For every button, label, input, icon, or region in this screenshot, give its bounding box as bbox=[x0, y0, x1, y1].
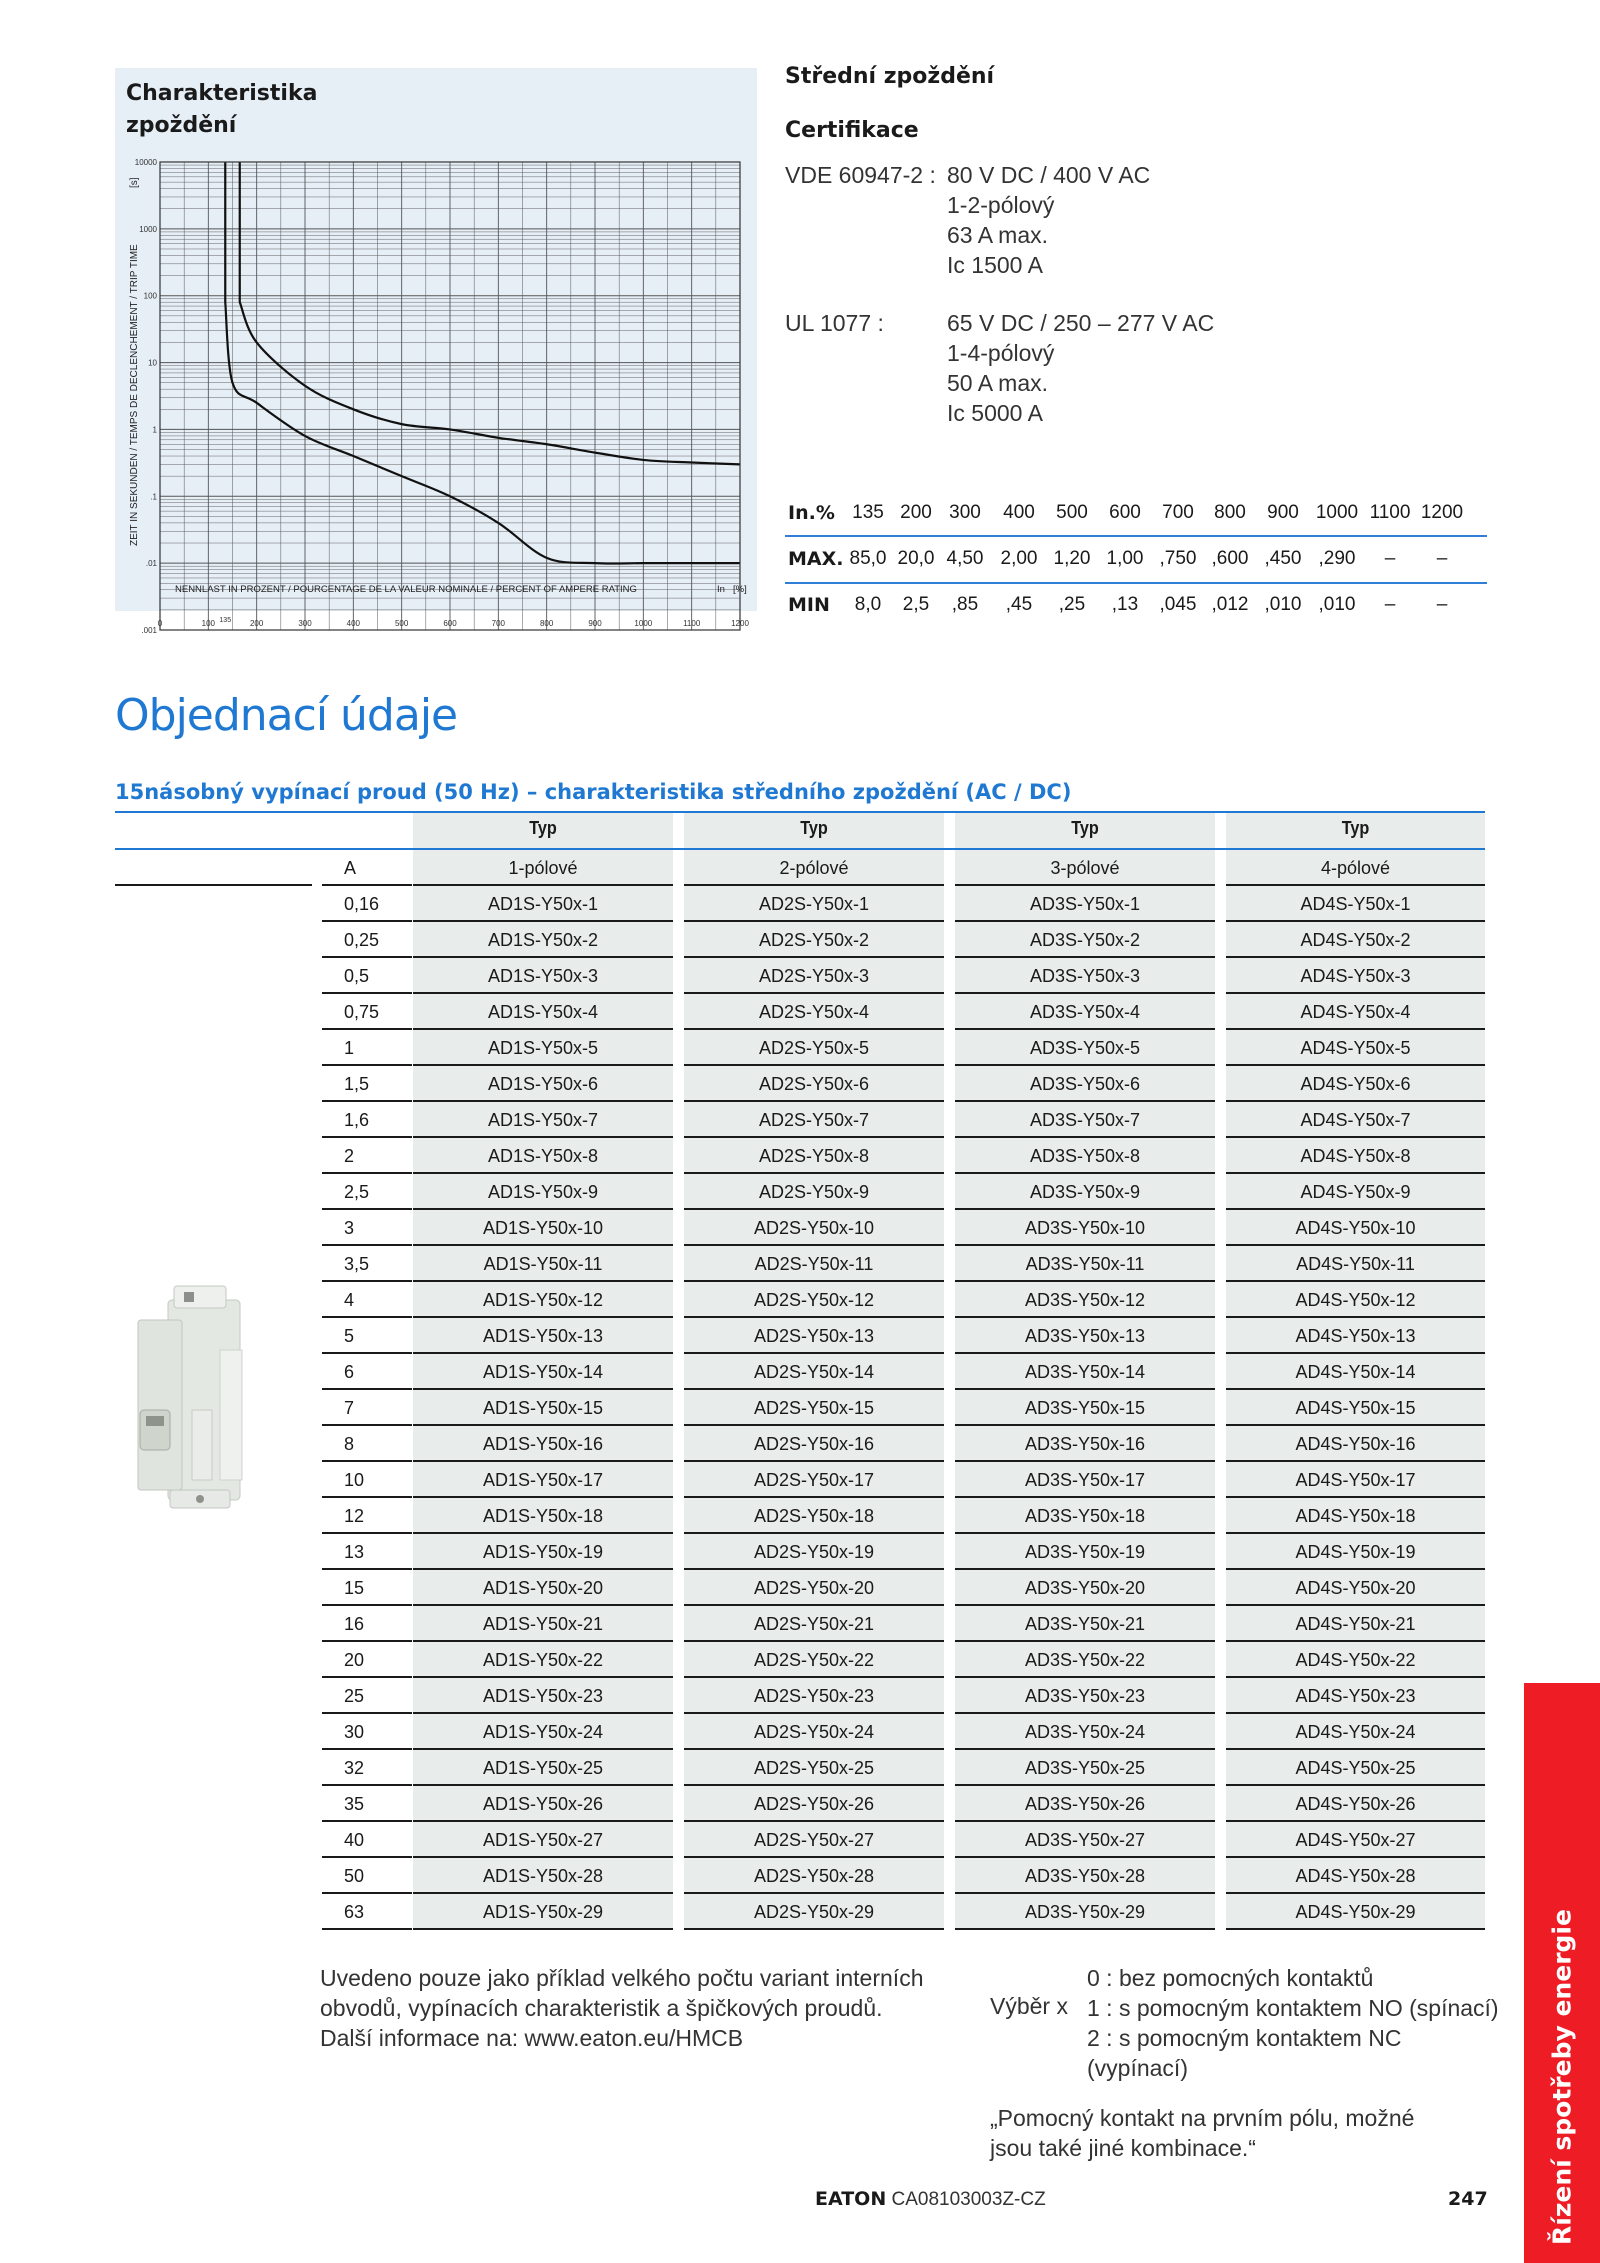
amp-cell: 0,16 bbox=[344, 894, 380, 914]
y-tick-label: 10000 bbox=[134, 158, 157, 167]
type-cell: AD4S-Y50x-21 bbox=[1295, 1614, 1416, 1634]
trip-row-label: MAX. bbox=[788, 548, 844, 570]
type-cell: AD2S-Y50x-17 bbox=[753, 1470, 875, 1490]
amp-cell: 3,5 bbox=[344, 1254, 370, 1274]
type-cell: AD3S-Y50x-25 bbox=[1024, 1758, 1146, 1778]
amp-cell: 0,5 bbox=[344, 966, 370, 986]
type-cell: AD3S-Y50x-9 bbox=[1029, 1182, 1141, 1202]
type-cell: AD2S-Y50x-27 bbox=[753, 1830, 875, 1850]
type-cell: AD2S-Y50x-19 bbox=[753, 1542, 875, 1562]
type-cell: AD1S-Y50x-16 bbox=[482, 1434, 604, 1454]
type-cell: AD3S-Y50x-8 bbox=[1029, 1146, 1141, 1166]
amp-cell: 35 bbox=[344, 1794, 365, 1814]
row-rule bbox=[322, 1928, 412, 1930]
amp-cell: 63 bbox=[344, 1902, 365, 1922]
chart-plot bbox=[115, 68, 757, 635]
x-tick-label: 135 bbox=[219, 617, 232, 624]
type-cell: AD2S-Y50x-14 bbox=[753, 1362, 875, 1382]
trip-cell: ,010 bbox=[1264, 594, 1302, 615]
trip-cell: 20,0 bbox=[897, 548, 935, 569]
trip-cell: 1200 bbox=[1420, 502, 1464, 523]
x-axis-label: NENNLAST IN PROZENT / POURCENTAGE DE LA VALEUR NOMINALE / PERCENT OF AMPERE RATING bbox=[175, 584, 637, 595]
selection-option: 1 : s pomocným kontaktem NO (spínací) bbox=[1087, 1995, 1499, 2021]
selection-label: Výběr x bbox=[990, 1993, 1068, 2019]
footer bbox=[815, 2188, 1046, 2211]
amp-cell: 32 bbox=[344, 1758, 365, 1778]
amp-cell: 16 bbox=[344, 1614, 365, 1634]
chart-grid bbox=[157, 162, 740, 630]
y-tick-label: .1 bbox=[150, 492, 157, 502]
type-header: Typ bbox=[529, 818, 557, 838]
type-cell: AD4S-Y50x-1 bbox=[1300, 894, 1411, 914]
y-axis-label: ZEIT IN SEKUNDEN / TEMPS DE DECLENCHEMENT / TRIP TIME bbox=[129, 244, 140, 546]
trip-cell: 2,5 bbox=[902, 594, 930, 615]
type-cell: AD1S-Y50x-26 bbox=[482, 1794, 604, 1814]
trip-cell: 800 bbox=[1214, 502, 1246, 523]
trip-cell: – bbox=[1436, 548, 1448, 569]
vde-line: 1-2-pólový bbox=[947, 192, 1055, 218]
type-cell: AD3S-Y50x-15 bbox=[1024, 1398, 1146, 1418]
x-tick-label: 900 bbox=[588, 619, 602, 628]
type-cell: AD1S-Y50x-9 bbox=[487, 1182, 599, 1202]
trip-cell: 135 bbox=[852, 502, 884, 523]
trip-cell: 300 bbox=[949, 502, 981, 523]
type-cell: AD3S-Y50x-5 bbox=[1029, 1038, 1141, 1058]
amp-cell: 6 bbox=[344, 1362, 355, 1382]
type-cell: AD1S-Y50x-22 bbox=[482, 1650, 604, 1670]
type-cell: AD4S-Y50x-6 bbox=[1300, 1074, 1411, 1094]
trip-row-label: In.% bbox=[788, 502, 835, 524]
amp-cell: 25 bbox=[344, 1686, 365, 1706]
amp-cell: 0,75 bbox=[344, 1002, 380, 1022]
trip-cell: ,45 bbox=[1005, 594, 1033, 615]
trip-cell: ,450 bbox=[1264, 548, 1302, 569]
type-cell: AD3S-Y50x-20 bbox=[1024, 1578, 1146, 1598]
chart-title-line1: Charakteristika bbox=[126, 81, 318, 106]
vde-line: 80 V DC / 400 V AC bbox=[947, 162, 1151, 188]
type-cell: AD3S-Y50x-19 bbox=[1024, 1542, 1146, 1562]
note-line: obvodů, vypínacích charakteristik a špičkových proudů. bbox=[320, 1995, 883, 2021]
amp-cell: 8 bbox=[344, 1434, 355, 1454]
certification-heading: Certifikace bbox=[785, 118, 919, 143]
x-axis-unit: In bbox=[717, 584, 725, 595]
trip-cell: 200 bbox=[900, 502, 932, 523]
type-cell: AD3S-Y50x-10 bbox=[1024, 1218, 1146, 1238]
y-axis-unit: [s] bbox=[129, 177, 140, 188]
type-cell: AD4S-Y50x-18 bbox=[1295, 1506, 1416, 1526]
amp-cell: 40 bbox=[344, 1830, 365, 1850]
type-cell: AD3S-Y50x-17 bbox=[1024, 1470, 1146, 1490]
side-tab-label: Řízení spotřeby energie bbox=[1547, 1909, 1577, 2245]
type-cell: AD3S-Y50x-13 bbox=[1024, 1326, 1146, 1346]
type-cell: AD1S-Y50x-20 bbox=[482, 1578, 604, 1598]
type-cell: AD4S-Y50x-20 bbox=[1295, 1578, 1416, 1598]
ul-line: 1-4-pólový bbox=[947, 340, 1055, 366]
ul-line: 65 V DC / 250 – 277 V AC bbox=[947, 310, 1215, 336]
trip-cell: 85,0 bbox=[849, 548, 887, 569]
type-cell: AD1S-Y50x-27 bbox=[482, 1830, 604, 1850]
x-tick-label: 800 bbox=[539, 619, 554, 628]
row-rule bbox=[1226, 1928, 1485, 1930]
type-cell: AD4S-Y50x-4 bbox=[1300, 1002, 1411, 1022]
trip-cell: ,13 bbox=[1111, 594, 1139, 615]
quote-line: jsou také jiné kombinace.“ bbox=[990, 2135, 1256, 2161]
type-cell: AD2S-Y50x-10 bbox=[753, 1218, 875, 1238]
trip-cell: 400 bbox=[1003, 502, 1035, 523]
trip-characteristic-chart bbox=[115, 68, 757, 635]
trip-cell: ,290 bbox=[1318, 548, 1356, 569]
amp-cell: 7 bbox=[344, 1398, 355, 1418]
x-tick-label: 0 bbox=[157, 619, 163, 628]
type-cell: AD2S-Y50x-23 bbox=[753, 1686, 875, 1706]
type-cell: AD1S-Y50x-25 bbox=[482, 1758, 604, 1778]
type-cell: AD4S-Y50x-7 bbox=[1300, 1110, 1411, 1130]
type-cell: AD2S-Y50x-26 bbox=[753, 1794, 875, 1814]
type-cell: AD1S-Y50x-4 bbox=[487, 1002, 599, 1022]
type-cell: AD2S-Y50x-3 bbox=[758, 966, 870, 986]
amp-cell: 2 bbox=[344, 1146, 355, 1166]
trip-row bbox=[785, 582, 1487, 628]
type-cell: AD1S-Y50x-5 bbox=[487, 1038, 599, 1058]
pole-header: 3-pólové bbox=[1050, 858, 1120, 878]
section-side-tab bbox=[1524, 1683, 1600, 2263]
trip-cell: 1,20 bbox=[1053, 548, 1091, 569]
trip-cell: 1000 bbox=[1315, 502, 1359, 523]
type-cell: AD1S-Y50x-11 bbox=[483, 1254, 603, 1274]
type-cell: AD2S-Y50x-2 bbox=[758, 930, 870, 950]
type-cell: AD4S-Y50x-25 bbox=[1295, 1758, 1416, 1778]
type-cell: AD1S-Y50x-6 bbox=[487, 1074, 599, 1094]
type-cell: AD3S-Y50x-29 bbox=[1024, 1902, 1146, 1922]
trip-cell: ,750 bbox=[1159, 548, 1197, 569]
type-cell: AD1S-Y50x-18 bbox=[482, 1506, 604, 1526]
note-line: Další informace na: www.eaton.eu/HMCB bbox=[320, 2025, 744, 2051]
y-tick-label: 100 bbox=[143, 291, 157, 301]
type-cell: AD2S-Y50x-22 bbox=[753, 1650, 875, 1670]
trip-cell: 4,50 bbox=[946, 548, 984, 569]
y-tick-label: 10 bbox=[148, 358, 157, 368]
trip-cell: ,010 bbox=[1318, 594, 1356, 615]
type-cell: AD2S-Y50x-1 bbox=[758, 894, 870, 914]
type-cell: AD3S-Y50x-1 bbox=[1029, 894, 1141, 914]
amp-cell: 15 bbox=[344, 1578, 365, 1598]
type-cell: AD2S-Y50x-21 bbox=[753, 1614, 875, 1634]
trip-rule bbox=[785, 582, 1487, 584]
type-header: Typ bbox=[1341, 818, 1370, 838]
type-cell: AD1S-Y50x-12 bbox=[482, 1290, 604, 1310]
trip-cell: ,012 bbox=[1211, 594, 1249, 615]
type-cell: AD4S-Y50x-17 bbox=[1295, 1470, 1416, 1490]
type-cell: AD4S-Y50x-16 bbox=[1295, 1434, 1416, 1454]
x-tick-label: 100 bbox=[201, 619, 216, 628]
vde-label: VDE 60947-2 : bbox=[785, 162, 936, 188]
amp-cell: 3 bbox=[344, 1218, 355, 1238]
type-cell: AD4S-Y50x-27 bbox=[1295, 1830, 1416, 1850]
type-cell: AD4S-Y50x-24 bbox=[1295, 1722, 1416, 1742]
type-cell: AD2S-Y50x-15 bbox=[753, 1398, 875, 1418]
x-tick-label: 600 bbox=[443, 619, 457, 628]
trip-cell: 1100 bbox=[1369, 502, 1411, 523]
x-tick-label: 700 bbox=[491, 619, 506, 628]
type-cell: AD2S-Y50x-4 bbox=[758, 1002, 870, 1022]
type-cell: AD3S-Y50x-11 bbox=[1025, 1254, 1145, 1274]
row-rule bbox=[413, 1928, 673, 1930]
type-cell: AD4S-Y50x-13 bbox=[1295, 1326, 1416, 1346]
brand-name: EATON bbox=[815, 2188, 887, 2210]
type-cell: AD2S-Y50x-8 bbox=[758, 1146, 870, 1166]
type-cell: AD3S-Y50x-2 bbox=[1029, 930, 1141, 950]
type-cell: AD2S-Y50x-6 bbox=[758, 1074, 870, 1094]
amp-cell: 50 bbox=[344, 1866, 365, 1886]
y-tick-label: .001 bbox=[141, 626, 157, 635]
type-cell: AD1S-Y50x-24 bbox=[482, 1722, 604, 1742]
type-cell: AD1S-Y50x-29 bbox=[482, 1902, 604, 1922]
type-cell: AD3S-Y50x-27 bbox=[1024, 1830, 1146, 1850]
type-cell: AD4S-Y50x-29 bbox=[1295, 1902, 1416, 1922]
type-cell: AD4S-Y50x-10 bbox=[1295, 1218, 1416, 1238]
selection-option: 0 : bez pomocných kontaktů bbox=[1087, 1965, 1374, 1991]
chart-title-line2: zpoždění bbox=[126, 113, 237, 138]
selection-option: (vypínací) bbox=[1087, 2055, 1188, 2081]
x-tick-label: 1100 bbox=[683, 619, 701, 628]
type-cell: AD2S-Y50x-12 bbox=[753, 1290, 875, 1310]
amp-cell: 10 bbox=[344, 1470, 365, 1490]
trip-cell: – bbox=[1384, 548, 1396, 569]
page-number: 247 bbox=[1448, 2188, 1488, 2210]
type-cell: AD2S-Y50x-18 bbox=[753, 1506, 875, 1526]
type-cell: AD4S-Y50x-22 bbox=[1295, 1650, 1416, 1670]
type-cell: AD4S-Y50x-28 bbox=[1295, 1866, 1416, 1886]
y-tick-label: 1000 bbox=[139, 224, 157, 234]
type-cell: AD4S-Y50x-3 bbox=[1300, 966, 1411, 986]
type-cell: AD2S-Y50x-29 bbox=[753, 1902, 875, 1922]
type-header: Typ bbox=[800, 818, 828, 838]
type-header: Typ bbox=[1071, 818, 1099, 838]
type-cell: AD1S-Y50x-1 bbox=[487, 894, 599, 914]
type-cell: AD2S-Y50x-16 bbox=[753, 1434, 875, 1454]
selection-option: 2 : s pomocným kontaktem NC bbox=[1087, 2025, 1402, 2051]
type-cell: AD4S-Y50x-9 bbox=[1300, 1182, 1411, 1202]
trip-rule bbox=[785, 535, 1487, 537]
amp-cell: 2,5 bbox=[344, 1182, 370, 1202]
type-cell: AD3S-Y50x-12 bbox=[1024, 1290, 1146, 1310]
amp-cell: 13 bbox=[344, 1542, 365, 1562]
type-cell: AD1S-Y50x-23 bbox=[482, 1686, 604, 1706]
type-cell: AD4S-Y50x-11 bbox=[1296, 1254, 1415, 1274]
type-cell: AD1S-Y50x-15 bbox=[482, 1398, 604, 1418]
type-cell: AD1S-Y50x-3 bbox=[487, 966, 599, 986]
type-cell: AD2S-Y50x-13 bbox=[753, 1326, 875, 1346]
type-cell: AD4S-Y50x-15 bbox=[1295, 1398, 1416, 1418]
type-cell: AD1S-Y50x-13 bbox=[482, 1326, 604, 1346]
circuit-breaker-image bbox=[130, 1280, 270, 1520]
type-cell: AD3S-Y50x-28 bbox=[1024, 1866, 1146, 1886]
type-cell: AD4S-Y50x-2 bbox=[1300, 930, 1411, 950]
trip-cell: – bbox=[1436, 594, 1448, 615]
type-cell: AD4S-Y50x-8 bbox=[1300, 1146, 1411, 1166]
type-cell: AD1S-Y50x-2 bbox=[487, 930, 599, 950]
type-cell: AD3S-Y50x-6 bbox=[1029, 1074, 1141, 1094]
trip-cell: ,600 bbox=[1211, 548, 1249, 569]
trip-row bbox=[785, 490, 1487, 536]
trip-cell: 700 bbox=[1162, 502, 1194, 523]
ordering-caption: 15násobný vypínací proud (50 Hz) – charakteristika středního zpoždění (AC / DC) bbox=[115, 780, 1072, 804]
type-cell: AD3S-Y50x-23 bbox=[1024, 1686, 1146, 1706]
pole-header: 1-pólové bbox=[508, 858, 578, 878]
type-cell: AD2S-Y50x-9 bbox=[758, 1182, 870, 1202]
amp-cell: 1,6 bbox=[344, 1110, 370, 1130]
type-cell: AD4S-Y50x-14 bbox=[1295, 1362, 1416, 1382]
amp-cell: 1 bbox=[344, 1038, 355, 1058]
trip-cell: 2,00 bbox=[1000, 548, 1038, 569]
type-cell: AD3S-Y50x-18 bbox=[1024, 1506, 1146, 1526]
trip-cell: 600 bbox=[1109, 502, 1141, 523]
type-cell: AD3S-Y50x-21 bbox=[1024, 1614, 1146, 1634]
type-cell: AD3S-Y50x-26 bbox=[1024, 1794, 1146, 1814]
trip-cell: 500 bbox=[1056, 502, 1088, 523]
x-axis-unit-bracket: [%] bbox=[733, 584, 747, 595]
ul-label: UL 1077 : bbox=[785, 310, 884, 336]
amp-cell: 12 bbox=[344, 1506, 365, 1526]
type-cell: AD1S-Y50x-28 bbox=[482, 1866, 604, 1886]
trip-cell: 900 bbox=[1267, 502, 1299, 523]
type-cell: AD1S-Y50x-8 bbox=[487, 1146, 599, 1166]
x-tick-label: 400 bbox=[346, 619, 361, 628]
quote-line: „Pomocný kontakt na prvním pólu, možné bbox=[990, 2105, 1415, 2131]
type-cell: AD4S-Y50x-26 bbox=[1295, 1794, 1416, 1814]
type-cell: AD1S-Y50x-19 bbox=[482, 1542, 604, 1562]
type-cell: AD1S-Y50x-10 bbox=[482, 1218, 604, 1238]
amp-cell: 1,5 bbox=[344, 1074, 370, 1094]
trip-row bbox=[785, 536, 1487, 582]
ordering-title: Objednací údaje bbox=[115, 690, 458, 741]
vde-line: Ic 1500 A bbox=[947, 252, 1043, 278]
amp-cell: 5 bbox=[344, 1326, 355, 1346]
type-cell: AD3S-Y50x-24 bbox=[1024, 1722, 1146, 1742]
variants-note bbox=[320, 1963, 960, 2053]
type-cell: AD1S-Y50x-14 bbox=[482, 1362, 604, 1382]
x-tick-label: 500 bbox=[394, 619, 409, 628]
x-tick-label: 1200 bbox=[731, 619, 749, 628]
type-cell: AD2S-Y50x-24 bbox=[753, 1722, 875, 1742]
y-tick-label: .01 bbox=[145, 559, 157, 569]
trip-time-table bbox=[785, 490, 1487, 628]
type-cell: AD3S-Y50x-4 bbox=[1029, 1002, 1141, 1022]
catalog-code: CA08103003Z-CZ bbox=[891, 2189, 1046, 2210]
trip-cell: – bbox=[1384, 594, 1396, 615]
type-cell: AD1S-Y50x-7 bbox=[487, 1110, 599, 1130]
amp-cell: 20 bbox=[344, 1650, 365, 1670]
type-cell: AD4S-Y50x-19 bbox=[1295, 1542, 1416, 1562]
amp-cell: 0,25 bbox=[344, 930, 380, 950]
type-cell: AD1S-Y50x-21 bbox=[482, 1614, 604, 1634]
pole-header: 2-pólové bbox=[779, 858, 849, 878]
row-rule bbox=[115, 884, 312, 886]
vde-line: 63 A max. bbox=[947, 222, 1049, 248]
header-rule bbox=[115, 848, 1485, 850]
type-cell: AD2S-Y50x-7 bbox=[758, 1110, 870, 1130]
trip-cell: 1,00 bbox=[1106, 548, 1144, 569]
type-cell: AD3S-Y50x-7 bbox=[1029, 1110, 1141, 1130]
trip-cell: ,045 bbox=[1159, 594, 1197, 615]
type-cell: AD2S-Y50x-28 bbox=[753, 1866, 875, 1886]
type-cell: AD4S-Y50x-5 bbox=[1300, 1038, 1411, 1058]
type-cell: AD2S-Y50x-5 bbox=[758, 1038, 870, 1058]
type-cell: AD3S-Y50x-22 bbox=[1024, 1650, 1146, 1670]
row-rule bbox=[684, 1928, 944, 1930]
x-tick-label: 300 bbox=[298, 619, 312, 628]
type-cell: AD1S-Y50x-17 bbox=[482, 1470, 604, 1490]
note-line: Uvedeno pouze jako příklad velkého počtu variant interních bbox=[320, 1965, 924, 1991]
type-cell: AD2S-Y50x-25 bbox=[753, 1758, 875, 1778]
amp-header: A bbox=[344, 858, 357, 878]
amp-cell: 4 bbox=[344, 1290, 355, 1310]
type-cell: AD3S-Y50x-14 bbox=[1024, 1362, 1146, 1382]
ul-line: Ic 5000 A bbox=[947, 400, 1043, 426]
type-cell: AD2S-Y50x-20 bbox=[753, 1578, 875, 1598]
trip-cell: ,85 bbox=[951, 594, 979, 615]
trip-cell: 8,0 bbox=[854, 594, 882, 615]
x-tick-label: 1000 bbox=[634, 619, 653, 628]
type-cell: AD4S-Y50x-23 bbox=[1295, 1686, 1416, 1706]
row-rule bbox=[955, 1928, 1215, 1930]
type-cell: AD2S-Y50x-11 bbox=[754, 1254, 874, 1274]
y-tick-label: 1 bbox=[152, 425, 157, 435]
pole-header: 4-pólové bbox=[1320, 858, 1391, 878]
type-cell: AD4S-Y50x-12 bbox=[1295, 1290, 1416, 1310]
ul-line: 50 A max. bbox=[947, 370, 1049, 396]
amp-cell: 30 bbox=[344, 1722, 365, 1742]
type-cell: AD3S-Y50x-3 bbox=[1029, 966, 1141, 986]
trip-curve-max bbox=[240, 162, 740, 464]
delay-heading: Střední zpoždění bbox=[785, 64, 995, 89]
type-cell: AD3S-Y50x-16 bbox=[1024, 1434, 1146, 1454]
auxiliary-contact-note bbox=[990, 2103, 1490, 2163]
trip-row-label: MIN bbox=[788, 594, 830, 616]
x-tick-label: 200 bbox=[249, 619, 264, 628]
trip-cell: ,25 bbox=[1058, 594, 1086, 615]
